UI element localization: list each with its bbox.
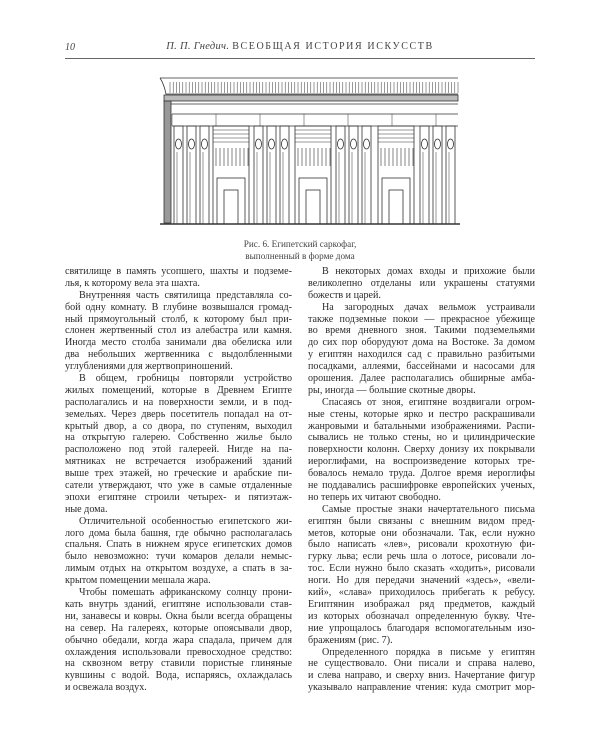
text-line: Египтянин изображал ряд предметов, каждый [308, 598, 535, 610]
text-line: лимым отдых на открытом воздухе, а спать в за- [65, 563, 292, 575]
caption-line-2: выполненный в форме дома [245, 251, 355, 261]
text-line: великолепно отделаны или украшены статуями [308, 277, 535, 289]
text-line: ные стены, которые ярко и пестро раскрашивали [308, 408, 535, 420]
text-line: лого дома была башня, где обычно располагалась [65, 527, 292, 539]
text-line: также подземные покои — прекрасное убежище [308, 313, 535, 325]
text-line: на сквозном ветру ставили пористые глиняные [65, 658, 292, 670]
text-line: до сих пор оборудуют дома на Востоке. За домом [308, 337, 535, 349]
text-line: охлаждения использовали превосходное средство: [65, 646, 292, 658]
text-line: Иногда место столба занимали два обелиска или [65, 337, 292, 349]
text-line: кать внутрь зданий, египтяне использовали став- [65, 598, 292, 610]
text-line: крытом помещении мешала жара. [65, 575, 211, 587]
text-line: тос. Если нужно было сказать «ходить», рисовали [308, 563, 535, 575]
text-line: иероглифами, на воспроизведение которых тре- [308, 456, 535, 468]
left-border-band [164, 101, 171, 223]
text-line: посадками, аллеями, бассейнами и насосами для [308, 361, 535, 373]
text-line: Отличительной особенностью египетского жи- [79, 515, 292, 527]
text-line: кий», «слава» приходилось прибегать к ребусу. [308, 587, 535, 599]
text-line: святилище в память усопшего, шахты и подземе- [65, 266, 292, 277]
text-line: поверхности колонн. Сверху донизу их покрывали [308, 444, 535, 456]
text-line: но теперь их читают свободно. [308, 491, 441, 503]
text-line: слонен жертвенный стол из алебастра или камня. [65, 325, 292, 337]
text-line: сывались не только стены, но и цилиндрические [308, 432, 535, 444]
sarcophagus-illustration [158, 74, 460, 226]
text-line: метов, которые они обозначали. Так, если нужно [308, 527, 535, 539]
paragraph [308, 302, 535, 397]
left-column [65, 266, 292, 694]
text-line: ние упрощалось благодаря вспомогательным изо- [308, 622, 535, 634]
paragraph [308, 397, 535, 504]
text-line: лья, к которому вела эта шахта. [65, 277, 200, 289]
text-line: бовалось немало труда. Долгое время иероглифы [308, 468, 535, 480]
text-line: В общем, гробницы повторяли устройство [79, 373, 292, 385]
header-rule [65, 58, 535, 59]
text-line: На загородных дачах вельмож устраивали [322, 301, 535, 313]
running-head-author: П. П. Гнедич. [166, 41, 230, 52]
text-line: и освежала воздух. [65, 682, 147, 694]
text-line: было невозможно: тучи комаров делали немыс- [65, 551, 292, 563]
text-line: эпохи египтяне строили четырех- и пятиэтаж- [65, 491, 292, 503]
text-line: обычно обедали, когда жара спадала, причем для [65, 634, 292, 646]
text-line: два небольших жертвенника с выдолбленными [65, 349, 292, 361]
cornice [160, 78, 458, 114]
text-line: на север. На галереях, которые опоясывали двор, [65, 622, 292, 634]
paragraph [65, 516, 292, 587]
text-line: сатели утверждают, что уже в самые отдаленные [65, 480, 292, 492]
text-line: углублениями для жертвоприношений. [65, 361, 233, 373]
text-line: ры, иногда — большие скотные дворы. [308, 384, 476, 396]
text-line: на открытую галерею. Собственно жилье было [65, 432, 292, 444]
caption-line-1: Рис. 6. Египетский саркофаг, [243, 239, 357, 249]
text-line: выше трех этажей, но греческие и арабские пи- [65, 468, 292, 480]
text-line: ноги. Но для передачи значений «здесь», «вели- [308, 575, 535, 587]
text-line: Определенного порядка в письме у египтян [322, 646, 535, 658]
text-line: орошения. Далее располагались обширные амба- [308, 373, 535, 385]
text-line: мятниках не встречается изображений зданий [65, 456, 292, 468]
text-line: указывало направление чтения: куда смотрит мор- [308, 682, 535, 694]
text-line: крытый двор, а со двора, по ступеням, выходил [65, 420, 292, 432]
text-line: было написать «лев», рисовали крохотную фи- [308, 539, 535, 551]
text-line: земельях. Через дверь посетитель попадал на от- [65, 408, 292, 420]
text-line: ни, занавесы и ковры. Окна были всегда обращены [65, 610, 292, 622]
paragraph [308, 647, 535, 695]
paragraph [65, 266, 292, 290]
running-head-title: ВСЕОБЩАЯ ИСТОРИЯ ИСКУССТВ [232, 41, 434, 52]
text-line: Чтобы помешать африканскому солнцу прони- [79, 587, 292, 599]
page-number: 10 [65, 42, 75, 53]
paragraph [308, 504, 535, 647]
text-line: Самые простые знаки начертательного письма [322, 503, 535, 515]
text-line: жилых помещений, которые в Древнем Египте [65, 384, 292, 396]
text-line: В некоторых домах входы и прихожие были [322, 266, 535, 277]
text-line: спальня. Спать в нижнем ярусе египетских домов [65, 539, 292, 551]
text-line: не существовало. Они писали и справа налево, [308, 658, 535, 670]
text-line: располагались и на поверхности земли, и в под- [65, 396, 292, 408]
text-line: кувшины с водой. Вода, испаряясь, охлаждалась [65, 670, 292, 682]
text-line: расположено под этой галереей. Нигде на па- [65, 444, 292, 456]
running-head [0, 41, 600, 52]
paragraph [308, 266, 535, 302]
facade-panels [172, 114, 458, 224]
text-line: ный прямоугольный столб, к которому был при- [65, 313, 292, 325]
text-line: из которых обозначал определенную букву. Чте- [308, 610, 535, 622]
paragraph [65, 587, 292, 694]
text-line: Спасаясь от зноя, египтяне воздвигали огром- [322, 396, 535, 408]
text-line: гурку льва; если речь шла о лотосе, рисовали ло- [308, 551, 535, 563]
paragraph [65, 373, 292, 516]
text-line: Внутренняя часть святилища представляла со- [79, 289, 292, 301]
text-line: ные дома. [65, 503, 108, 515]
text-line: у египтян находился сад с правильно разбитыми [308, 349, 535, 361]
right-column [308, 266, 535, 694]
text-line: египтян были связаны с внешним видом пред- [308, 515, 535, 527]
text-line: и слева направо, и сверху вниз. Начертание фигур [308, 670, 535, 682]
text-line: жанровыми и батальными изображениями. Распи- [308, 420, 535, 432]
text-line: бражениям (рис. 7). [308, 634, 393, 646]
paragraph [65, 290, 292, 373]
text-line: бой одну комнату. В глубине возвышался громад- [65, 301, 292, 313]
figure-caption [0, 238, 600, 262]
text-line: не поддавались расшифровке европейских ученых, [308, 480, 535, 492]
text-line: во время дневного зноя. Такими подземельями [308, 325, 535, 337]
text-line: божеств и царей. [308, 289, 381, 301]
